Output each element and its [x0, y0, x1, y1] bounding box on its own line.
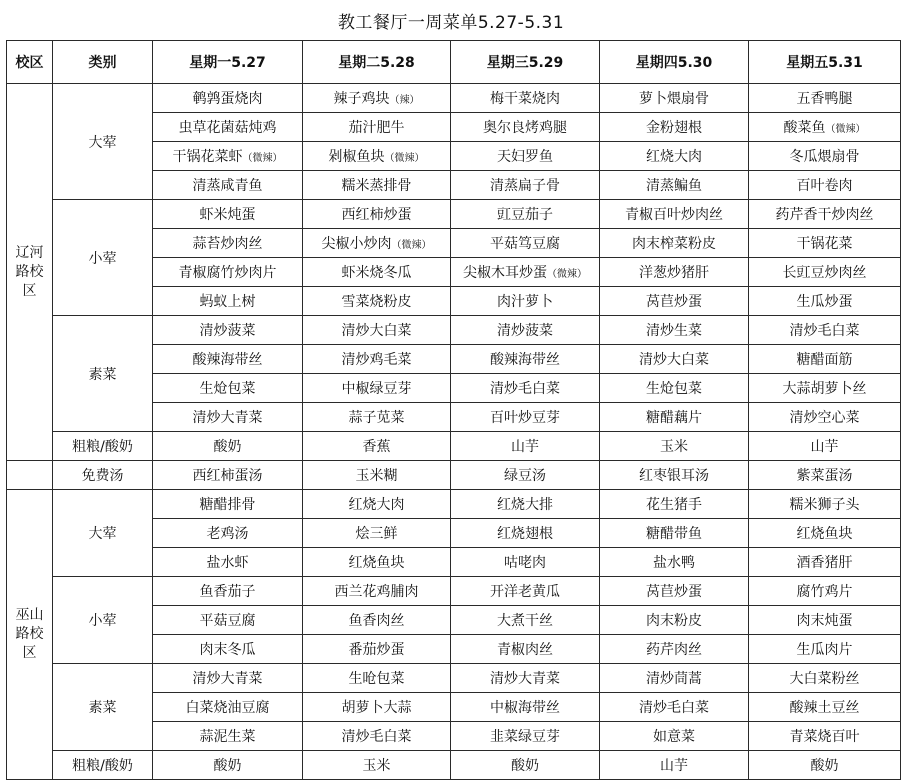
dish-cell: 药芹香干炒肉丝 — [749, 200, 901, 229]
dish-cell — [303, 142, 451, 171]
dish-cell: 虾米烧冬瓜 — [303, 258, 451, 287]
dish-cell — [749, 113, 901, 142]
dish-cell: 蒜苔炒肉丝 — [153, 229, 303, 258]
category-cell: 小荤 — [53, 577, 153, 664]
dish-cell: 酸奶 — [153, 432, 303, 461]
dish-name: 干锅花菜虾 — [172, 149, 243, 165]
dish-cell: 红烧翅根 — [451, 519, 600, 548]
campus-cell-empty — [7, 461, 53, 490]
dish-cell: 酸辣土豆丝 — [749, 693, 901, 722]
dish-cell: 清炒菠菜 — [451, 316, 600, 345]
soup-cell: 玉米糊 — [303, 461, 451, 490]
dish-cell: 洋葱炒猪肝 — [600, 258, 749, 287]
category-cell: 小荤 — [53, 200, 153, 316]
header-day-3: 星期三5.29 — [451, 41, 600, 84]
dish-cell: 红烧鱼块 — [749, 519, 901, 548]
dish-cell: 清炒大白菜 — [600, 345, 749, 374]
dish-cell: 胡萝卜大蒜 — [303, 693, 451, 722]
dish-cell: 腐竹鸡片 — [749, 577, 901, 606]
dish-cell: 蒜泥生菜 — [153, 722, 303, 751]
spice-note: （微辣） — [547, 269, 587, 280]
dish-cell: 生炝包菜 — [600, 374, 749, 403]
dish-cell: 梅干菜烧肉 — [451, 84, 600, 113]
dish-cell: 糖醋排骨 — [153, 490, 303, 519]
dish-cell: 清蒸咸青鱼 — [153, 171, 303, 200]
dish-cell: 糖醋面筋 — [749, 345, 901, 374]
header-day-4: 星期四5.30 — [600, 41, 749, 84]
dish-cell: 蚂蚁上树 — [153, 287, 303, 316]
dish-cell: 肉末粉皮 — [600, 606, 749, 635]
dish-cell: 山芋 — [749, 432, 901, 461]
dish-cell — [303, 84, 451, 113]
table-row — [7, 577, 901, 606]
dish-cell: 清炒鸡毛菜 — [303, 345, 451, 374]
dish-cell: 青椒百叶炒肉丝 — [600, 200, 749, 229]
dish-cell: 生瓜肉片 — [749, 635, 901, 664]
dish-cell — [303, 229, 451, 258]
campus-cell — [7, 84, 53, 461]
dish-cell: 清炒大白菜 — [303, 316, 451, 345]
dish-cell: 中椒绿豆芽 — [303, 374, 451, 403]
spice-note: （微辣） — [384, 153, 425, 164]
dish-cell: 如意菜 — [600, 722, 749, 751]
dish-name: 酸菜鱼 — [783, 120, 826, 136]
dish-cell: 酸奶 — [749, 751, 901, 780]
dish-cell: 红烧大肉 — [600, 142, 749, 171]
table-row — [7, 84, 901, 113]
dish-cell: 青菜烧百叶 — [749, 722, 901, 751]
spice-note: （微辣） — [391, 240, 432, 251]
table-row — [7, 751, 901, 780]
dish-cell: 玉米 — [303, 751, 451, 780]
soup-cell: 西红柿蛋汤 — [153, 461, 303, 490]
dish-cell: 平菇豆腐 — [153, 606, 303, 635]
dish-cell: 百叶炒豆芽 — [451, 403, 600, 432]
dish-cell: 糖醋带鱼 — [600, 519, 749, 548]
dish-cell: 酸辣海带丝 — [153, 345, 303, 374]
table-row — [7, 432, 901, 461]
dish-name: 尖椒小炒肉 — [321, 236, 392, 252]
category-cell: 粗粮/酸奶 — [53, 432, 153, 461]
menu-body — [7, 84, 901, 780]
dish-cell: 肉末冬瓜 — [153, 635, 303, 664]
dish-cell: 鱼香肉丝 — [303, 606, 451, 635]
dish-cell: 清炒茼蒿 — [600, 664, 749, 693]
dish-cell: 茄汁肥牛 — [303, 113, 451, 142]
dish-cell: 开洋老黄瓜 — [451, 577, 600, 606]
spice-note: （微辣） — [825, 124, 866, 135]
dish-cell: 红烧大排 — [451, 490, 600, 519]
dish-cell: 红烧大肉 — [303, 490, 451, 519]
dish-cell: 香蕉 — [303, 432, 451, 461]
category-cell: 大荤 — [53, 490, 153, 577]
dish-cell: 咕咾肉 — [451, 548, 600, 577]
dish-cell: 蒜子苋菜 — [303, 403, 451, 432]
dish-cell — [153, 142, 303, 171]
header-day-5: 星期五5.31 — [749, 41, 901, 84]
dish-cell: 冬瓜煨扇骨 — [749, 142, 901, 171]
category-cell: 大荤 — [53, 84, 153, 200]
header-row — [7, 41, 901, 84]
spice-note: （微辣） — [242, 153, 283, 164]
dish-cell: 肉末榨菜粉皮 — [600, 229, 749, 258]
dish-cell: 肉汁萝卜 — [451, 287, 600, 316]
dish-cell: 山芋 — [451, 432, 600, 461]
dish-cell: 清蒸扁子骨 — [451, 171, 600, 200]
dish-cell: 清炒生菜 — [600, 316, 749, 345]
dish-cell: 干锅花菜 — [749, 229, 901, 258]
category-cell: 粗粮/酸奶 — [53, 751, 153, 780]
dish-cell: 盐水鸭 — [600, 548, 749, 577]
dish-cell: 鱼香茄子 — [153, 577, 303, 606]
dish-cell: 青椒腐竹炒肉片 — [153, 258, 303, 287]
dish-cell: 药芹肉丝 — [600, 635, 749, 664]
dish-cell: 老鸡汤 — [153, 519, 303, 548]
header-day-2: 星期二5.28 — [303, 41, 451, 84]
dish-cell: 白菜烧油豆腐 — [153, 693, 303, 722]
dish-cell: 豇豆茄子 — [451, 200, 600, 229]
dish-cell: 山芋 — [600, 751, 749, 780]
dish-cell: 糯米蒸排骨 — [303, 171, 451, 200]
dish-cell: 清炒大青菜 — [153, 403, 303, 432]
soup-cell: 红枣银耳汤 — [600, 461, 749, 490]
dish-cell: 烩三鲜 — [303, 519, 451, 548]
dish-cell: 奥尔良烤鸡腿 — [451, 113, 600, 142]
dish-cell: 莴苣炒蛋 — [600, 287, 749, 316]
header-category: 类别 — [53, 41, 153, 84]
table-row — [7, 316, 901, 345]
dish-name: 尖椒木耳炒蛋 — [463, 265, 547, 281]
dish-cell: 花生猪手 — [600, 490, 749, 519]
menu-table — [6, 40, 901, 780]
dish-cell: 莴苣炒蛋 — [600, 577, 749, 606]
dish-cell: 韭菜绿豆芽 — [451, 722, 600, 751]
dish-cell: 清炒大青菜 — [451, 664, 600, 693]
dish-cell: 西兰花鸡脯肉 — [303, 577, 451, 606]
dish-cell: 清炒毛白菜 — [600, 693, 749, 722]
dish-cell: 百叶卷肉 — [749, 171, 901, 200]
dish-cell: 红烧鱼块 — [303, 548, 451, 577]
dish-cell: 雪菜烧粉皮 — [303, 287, 451, 316]
table-row — [7, 490, 901, 519]
campus-cell-label: 辽河路校区 — [15, 244, 44, 299]
dish-cell: 虾米炖蛋 — [153, 200, 303, 229]
category-cell: 素菜 — [53, 316, 153, 432]
dish-cell: 金粉翅根 — [600, 113, 749, 142]
dish-cell: 长豇豆炒肉丝 — [749, 258, 901, 287]
header-campus: 校区 — [7, 41, 53, 84]
dish-cell: 清炒菠菜 — [153, 316, 303, 345]
dish-cell: 生炝包菜 — [153, 374, 303, 403]
category-cell: 素菜 — [53, 664, 153, 751]
dish-name: 辣子鸡块 — [333, 91, 390, 107]
dish-cell: 番茄炒蛋 — [303, 635, 451, 664]
dish-cell: 天妇罗鱼 — [451, 142, 600, 171]
dish-cell: 鹌鹑蛋烧肉 — [153, 84, 303, 113]
dish-cell: 大蒜胡萝卜丝 — [749, 374, 901, 403]
dish-cell: 酸奶 — [153, 751, 303, 780]
table-row — [7, 664, 901, 693]
dish-cell: 大白菜粉丝 — [749, 664, 901, 693]
dish-cell: 清炒毛白菜 — [451, 374, 600, 403]
spice-note: （辣） — [389, 95, 420, 106]
dish-cell: 玉米 — [600, 432, 749, 461]
dish-cell: 糖醋藕片 — [600, 403, 749, 432]
header-day-1: 星期一5.27 — [153, 41, 303, 84]
page-title: 教工餐厅一周菜单5.27-5.31 — [337, 12, 565, 33]
dish-cell: 糯米狮子头 — [749, 490, 901, 519]
dish-cell: 五香鸭腿 — [749, 84, 901, 113]
dish-cell: 清炒空心菜 — [749, 403, 901, 432]
dish-cell: 酸辣海带丝 — [451, 345, 600, 374]
dish-cell: 清炒大青菜 — [153, 664, 303, 693]
dish-cell: 生瓜炒蛋 — [749, 287, 901, 316]
dish-cell — [451, 258, 600, 287]
dish-cell: 平菇笃豆腐 — [451, 229, 600, 258]
dish-cell: 虫草花菌菇炖鸡 — [153, 113, 303, 142]
dish-cell: 中椒海带丝 — [451, 693, 600, 722]
dish-cell: 西红柿炒蛋 — [303, 200, 451, 229]
dish-cell: 萝卜煨扇骨 — [600, 84, 749, 113]
soup-cell: 紫菜蛋汤 — [749, 461, 901, 490]
dish-cell: 大煮干丝 — [451, 606, 600, 635]
soup-row — [7, 461, 901, 490]
dish-cell: 盐水虾 — [153, 548, 303, 577]
dish-cell: 青椒肉丝 — [451, 635, 600, 664]
table-row — [7, 200, 901, 229]
dish-cell: 生呛包菜 — [303, 664, 451, 693]
dish-name: 剁椒鱼块 — [328, 149, 385, 165]
dish-cell: 清蒸鳊鱼 — [600, 171, 749, 200]
dish-cell: 酸奶 — [451, 751, 600, 780]
dish-cell: 肉末炖蛋 — [749, 606, 901, 635]
dish-cell: 清炒毛白菜 — [303, 722, 451, 751]
category-cell: 免费汤 — [53, 461, 153, 490]
campus-cell — [7, 490, 53, 780]
soup-cell: 绿豆汤 — [451, 461, 600, 490]
campus-cell-label: 巫山路校区 — [15, 607, 44, 661]
dish-cell: 清炒毛白菜 — [749, 316, 901, 345]
dish-cell: 酒香猪肝 — [749, 548, 901, 577]
